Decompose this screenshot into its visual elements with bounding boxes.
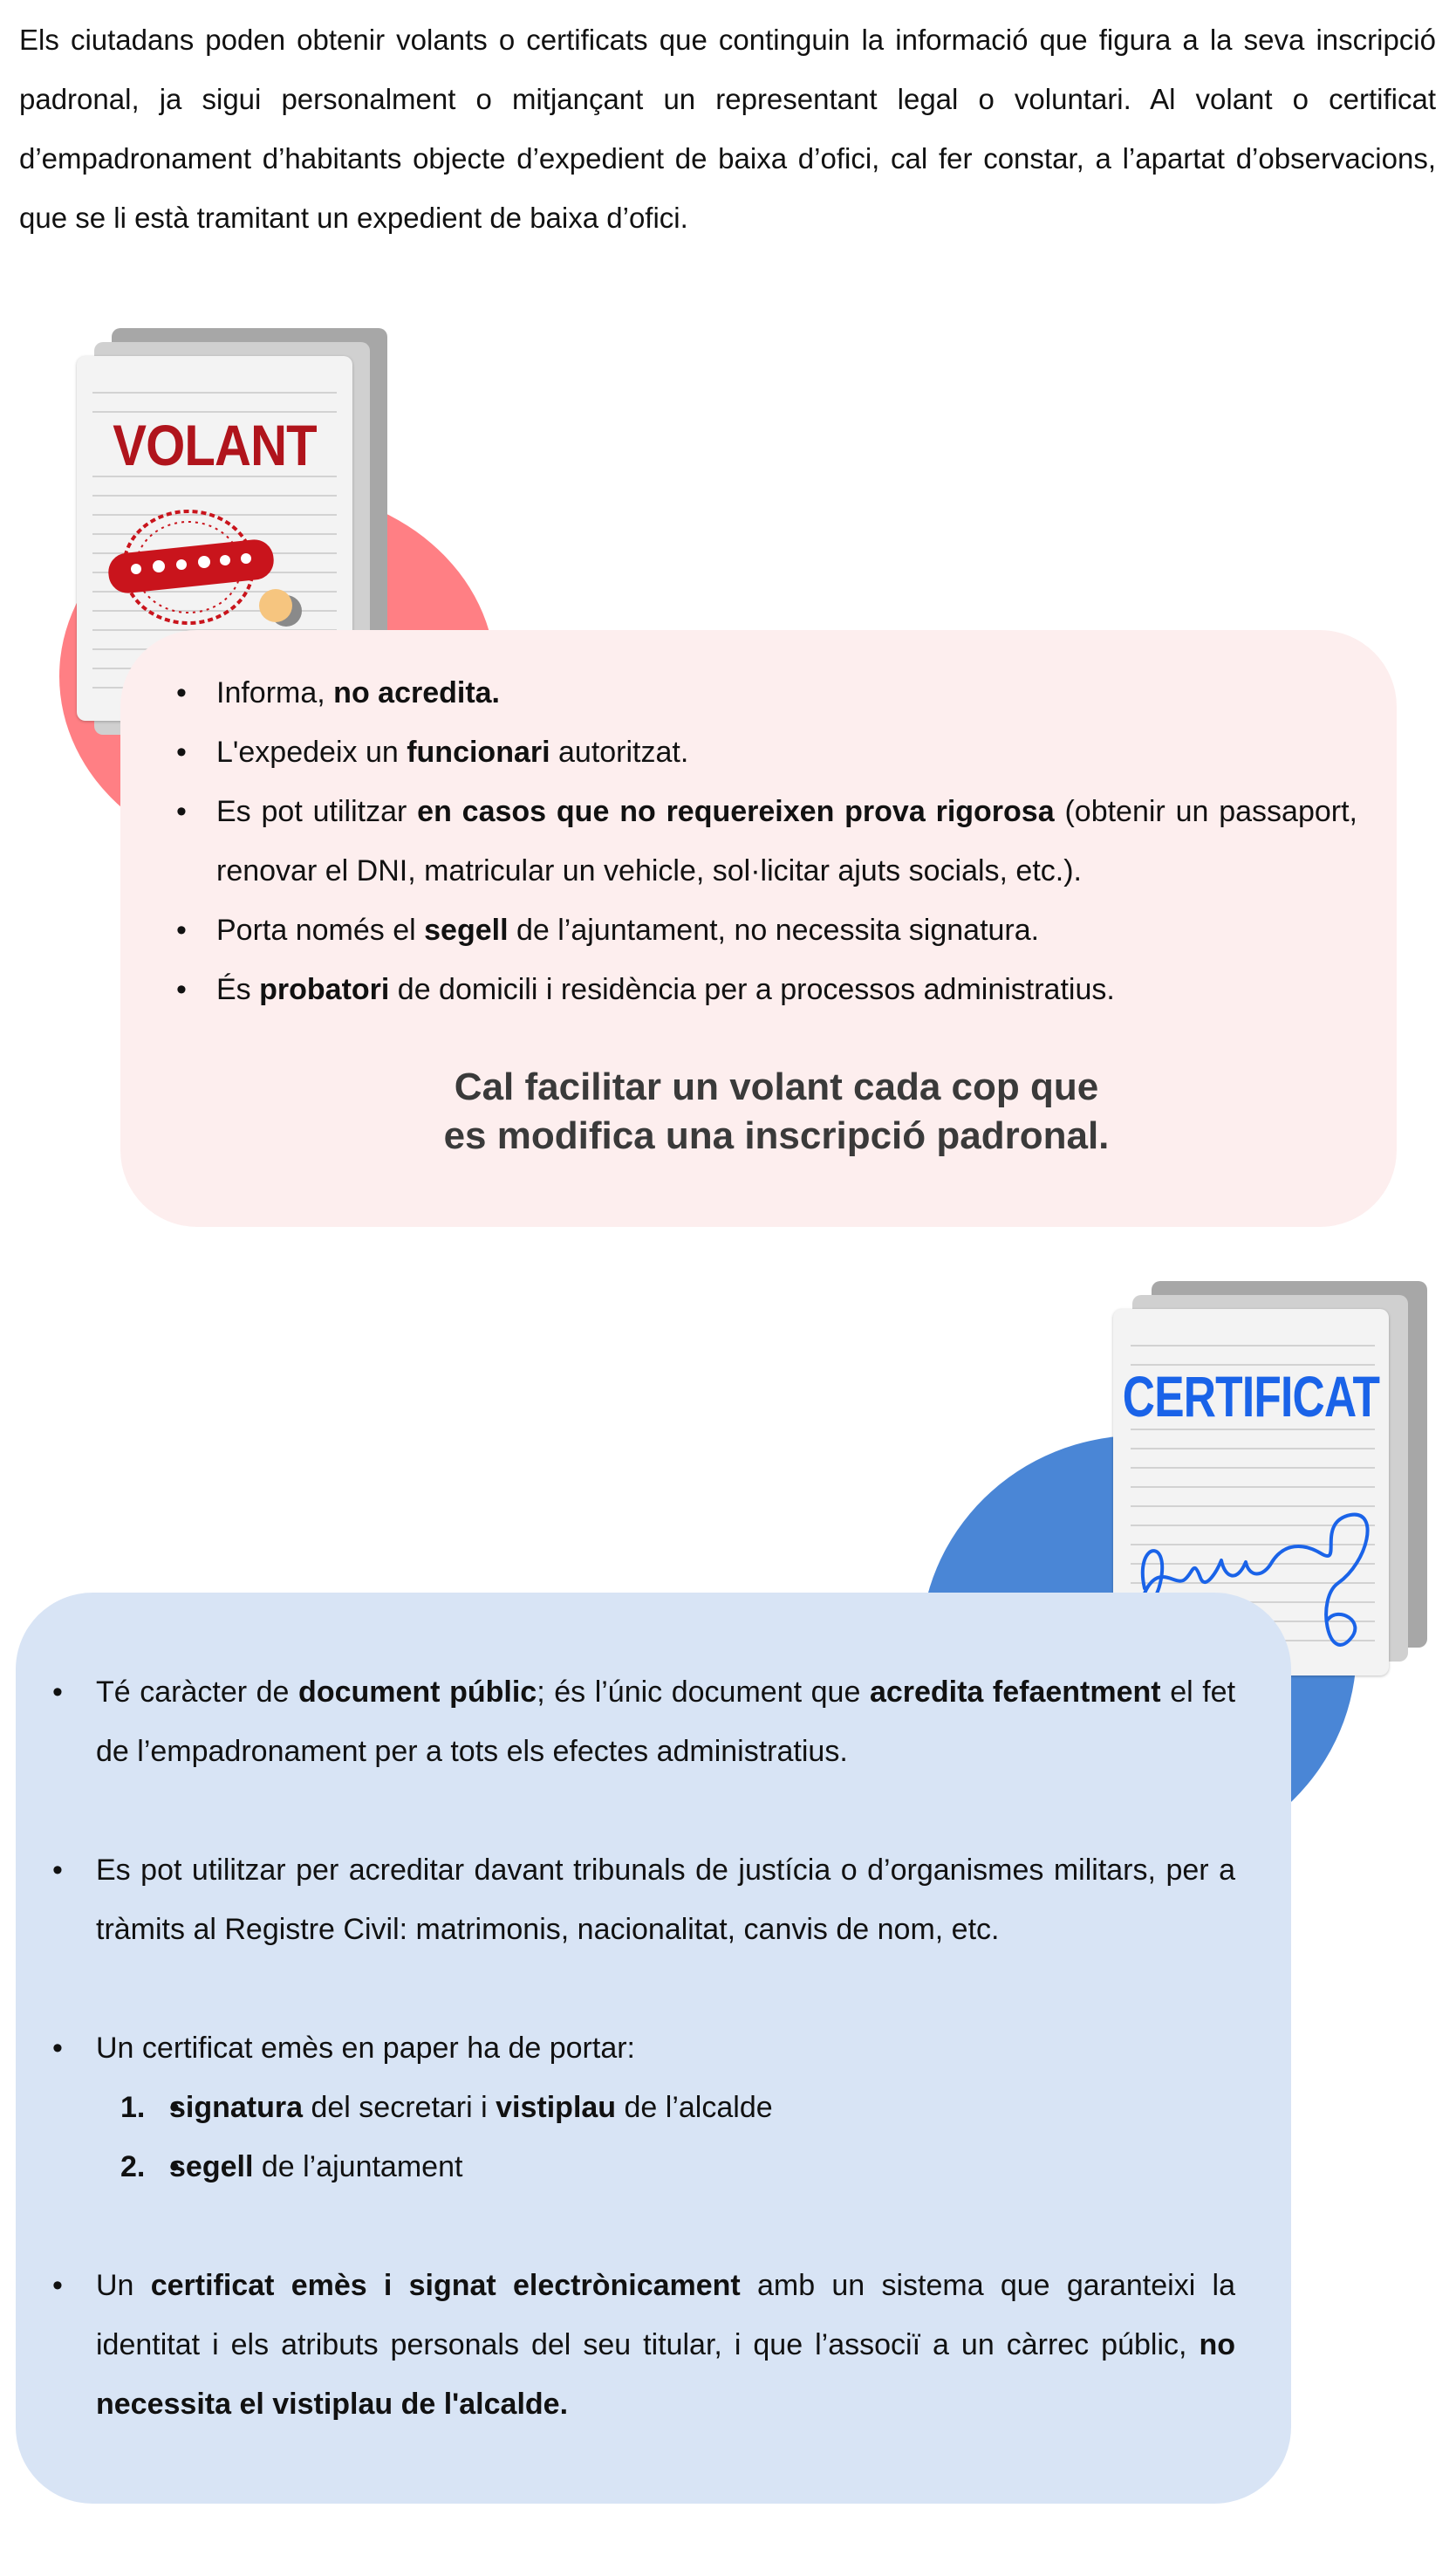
requirement-item-2 xyxy=(96,2137,1235,2196)
certificat-doc-title: CERTIFICAT xyxy=(1122,1364,1380,1429)
bold-text: certificat emès i signat electrònicament xyxy=(150,2269,741,2302)
text: Té caràcter de xyxy=(96,1675,299,1709)
callout-line-1: Cal facilitar un volant cada cop que xyxy=(454,1066,1099,1108)
volant-doc-title: VOLANT xyxy=(113,413,317,477)
certificat-bullet-4 xyxy=(96,2256,1235,2434)
intro-paragraph: Els ciutadans poden obtenir volants o certificats que continguin la informació que figura a la seva inscripció padronal, ja sigui personalment o mitjançant un representant legal o voluntari. Al volant o certificat d’empadronament d’habitants objecte d’expedient de baixa d’ofici, cal fer constar, a l’apartat d’observacions, que se li està tramitant un expedient de baixa d’ofici. xyxy=(19,24,1436,234)
bold-text: document públic xyxy=(298,1675,537,1709)
text: del secretari i xyxy=(303,2091,496,2124)
text: Un xyxy=(96,2269,151,2302)
text: (obtenir un passaport, renovar el DNI, matricular un vehicle, sol·licitar ajuts socials, etc.). xyxy=(216,795,1357,887)
text: Es pot utilitzar xyxy=(216,795,418,828)
volant-bullet-2 xyxy=(216,723,1357,782)
text: És xyxy=(216,973,260,1006)
requirement-number: • 1. xyxy=(120,2091,146,2124)
text: L'expedeix un xyxy=(216,736,407,769)
bold-text: signatura xyxy=(169,2091,304,2124)
requirement-item-1 xyxy=(96,2078,1235,2137)
certificat-bullet-3 xyxy=(96,2018,1235,2196)
text: Es pot utilitzar per acreditar davant tribunals de justícia o d’organismes militars, per a tràmits al Registre Civil: matrimonis, nacionalitat, canvis de nom, etc. xyxy=(96,1854,1235,1946)
text: de l’ajuntament xyxy=(253,2150,463,2183)
bold-text: segell xyxy=(424,914,509,947)
bold-text: en casos que no requereixen prova rigorosa xyxy=(417,795,1055,828)
text: amb un sistema que garanteixi la identitat i els atributs personals del seu titular, i que l’associï a un càrrec públic, xyxy=(96,2269,1235,2361)
certificat-bullet-3-intro: • Un certificat emès en paper ha de portar: xyxy=(96,2032,635,2065)
text: el fet de l’empadronament per a tots els efectes administratius. xyxy=(96,1675,1236,1768)
text: de l’ajuntament, no necessita signatura. xyxy=(508,914,1040,947)
text: de domicili i residència per a processos administratius. xyxy=(389,973,1115,1006)
requirement-number: • 2. xyxy=(120,2150,146,2183)
bold-text: acredita fefaentment xyxy=(869,1675,1161,1709)
volant-bullet-5 xyxy=(216,960,1357,1019)
certificat-bullet-1 xyxy=(96,1662,1235,1781)
volant-bullet-list xyxy=(216,663,1357,1019)
volant-bullet-3 xyxy=(216,782,1357,901)
text: autoritzat. xyxy=(550,736,689,769)
volant-bullet-1 xyxy=(216,663,1357,723)
certificat-bullet-2 xyxy=(96,1840,1235,1959)
volant-bullet-4 xyxy=(216,901,1357,960)
text: de l’alcalde xyxy=(616,2091,773,2124)
text: Porta només el xyxy=(216,914,425,947)
bold-text: funcionari xyxy=(407,736,550,769)
text: Informa, xyxy=(216,676,334,709)
bold-text: segell xyxy=(169,2150,254,2183)
volant-callout xyxy=(340,1063,1213,1161)
bold-text: vistiplau xyxy=(496,2091,617,2124)
stamp-seal-icon xyxy=(106,511,276,623)
callout-line-2: es modifica una inscripció padronal. xyxy=(443,1114,1110,1157)
bold-text: probatori xyxy=(259,973,390,1006)
bold-text: no acredita. xyxy=(333,676,501,709)
certificat-requirements-list xyxy=(96,2078,1235,2196)
certificat-bullet-list xyxy=(96,1662,1235,2434)
bold-text: no necessita el vistiplau de l'alcalde. xyxy=(96,2328,1235,2421)
text: ; és l’únic document que xyxy=(537,1675,870,1709)
